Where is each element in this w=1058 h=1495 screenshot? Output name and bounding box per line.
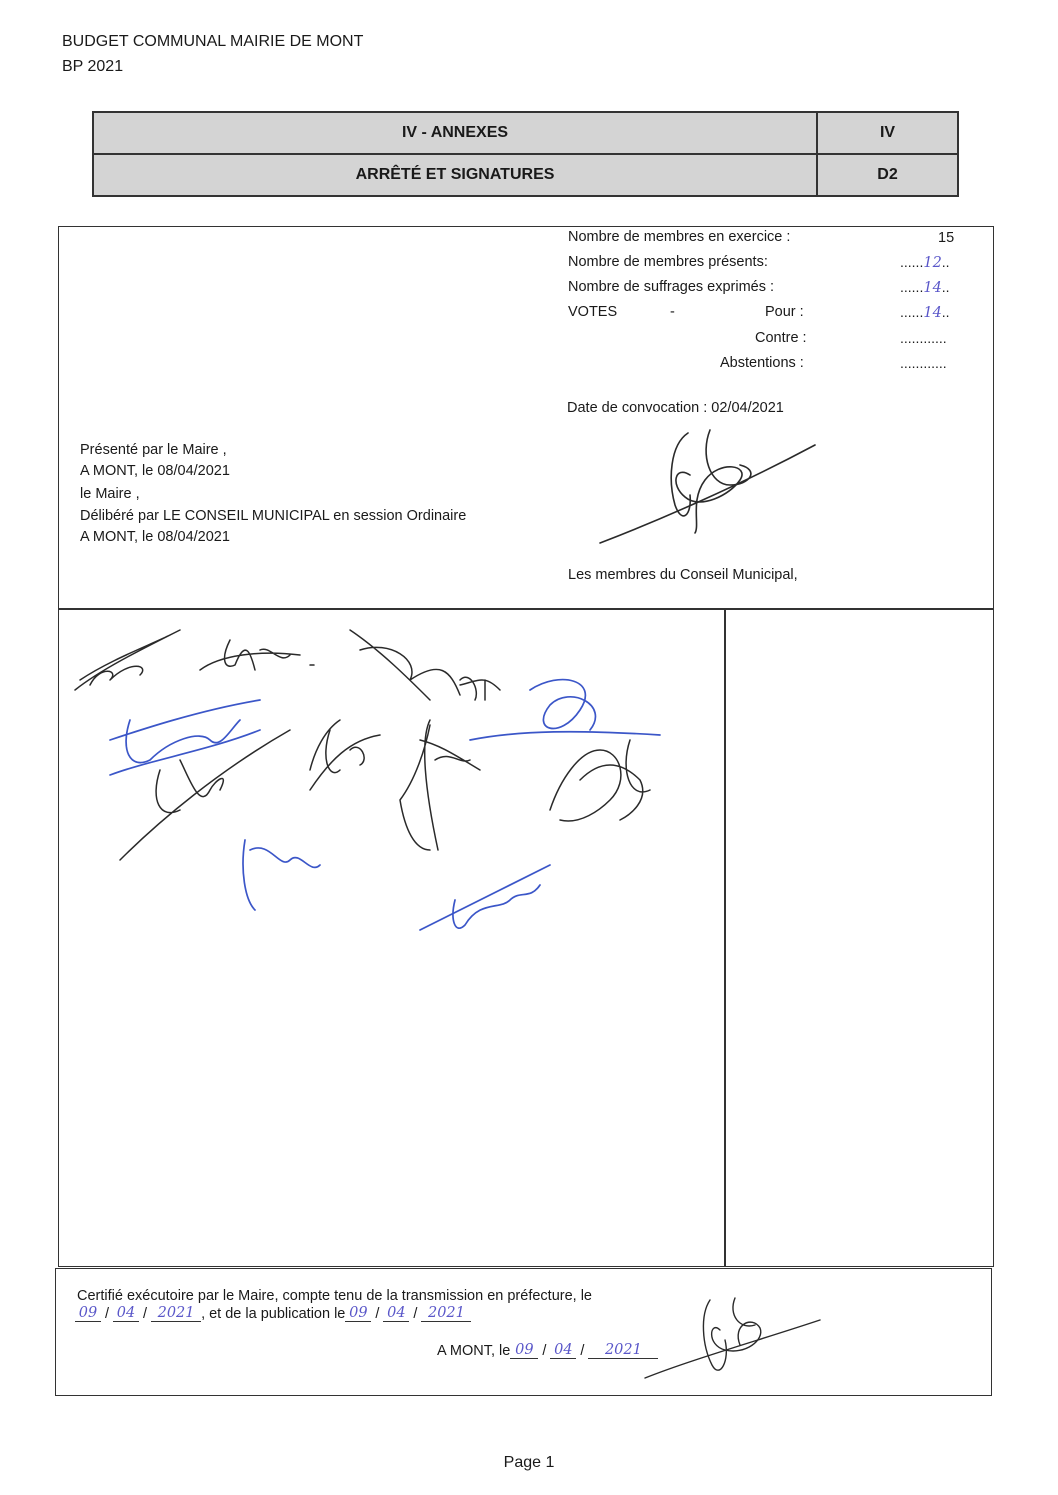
- mayor-signature: [590, 425, 820, 550]
- council-signatures: [60, 610, 720, 970]
- votes-label: VOTES: [568, 304, 618, 320]
- abstentions-value: ............: [900, 355, 947, 371]
- council-members-label: Les membres du Conseil Municipal,: [568, 567, 798, 583]
- deliberated-by: Délibéré par LE CONSEIL MUNICIPAL en session Ordinaire: [80, 508, 467, 524]
- certification-dates-line: [75, 1305, 471, 1322]
- certification-signature: [640, 1290, 830, 1385]
- section-title: IV - ANNEXES: [401, 124, 509, 141]
- present-dots: ......: [900, 254, 924, 270]
- publication-year: 2021: [421, 1305, 471, 1322]
- place-month: 04: [550, 1342, 576, 1359]
- transmission-day: 09: [75, 1305, 101, 1322]
- deliberation-box: [58, 226, 994, 610]
- pour-dots: ......: [900, 304, 924, 320]
- presented-by: Présenté par le Maire ,: [80, 442, 227, 458]
- section-subtitle: ARRÊTÉ ET SIGNATURES: [355, 166, 555, 183]
- presented-date: A MONT, le 08/04/2021: [80, 463, 230, 479]
- date-sep: /: [413, 1306, 418, 1322]
- date-sep: /: [143, 1306, 148, 1322]
- publication-month: 04: [383, 1305, 409, 1322]
- present-value: 12: [923, 255, 942, 271]
- suffrages-dots: ......: [900, 279, 924, 295]
- date-sep: /: [375, 1306, 380, 1322]
- transmission-month: 04: [113, 1305, 139, 1322]
- signatures-side-area: [724, 608, 994, 1267]
- certification-text: Certifié exécutoire par le Maire, compte tenu de la transmission en préfecture, le: [77, 1288, 592, 1304]
- abstentions-label: Abstentions :: [720, 355, 804, 371]
- contre-label: Contre :: [755, 330, 807, 346]
- place-day: 09: [510, 1342, 538, 1359]
- section-header: [92, 111, 959, 197]
- section-code: IV: [879, 124, 896, 141]
- certification-place-line: [437, 1342, 658, 1359]
- doc-subtitle: BP 2021: [62, 58, 124, 75]
- deliberated-date: A MONT, le 08/04/2021: [80, 529, 230, 545]
- convocation-date: Date de convocation : 02/04/2021: [567, 400, 784, 416]
- publication-day: 09: [345, 1305, 371, 1322]
- page-number: Page 1: [503, 1454, 555, 1471]
- place-year: 2021: [588, 1342, 658, 1359]
- suffrages-label: Nombre de suffrages exprimés :: [568, 279, 775, 295]
- suffrages-value: 14: [923, 280, 942, 296]
- mayor-label: le Maire ,: [80, 486, 140, 502]
- contre-value: ............: [900, 330, 947, 346]
- votes-dash: -: [670, 304, 675, 320]
- transmission-year: 2021: [151, 1305, 201, 1322]
- place-label: A MONT, le: [437, 1343, 511, 1359]
- date-sep: /: [105, 1306, 110, 1322]
- section-subcode: D2: [877, 166, 898, 183]
- members-value: 15: [938, 230, 955, 246]
- members-label: Nombre de membres en exercice :: [568, 229, 791, 245]
- pour-value: 14: [923, 305, 942, 321]
- date-sep: /: [542, 1343, 547, 1359]
- publication-label: , et de la publication le: [201, 1306, 346, 1322]
- date-sep: /: [580, 1343, 585, 1359]
- doc-title: BUDGET COMMUNAL MAIRIE DE MONT: [62, 33, 364, 50]
- pour-label: Pour :: [765, 304, 804, 320]
- present-label: Nombre de membres présents:: [568, 254, 768, 270]
